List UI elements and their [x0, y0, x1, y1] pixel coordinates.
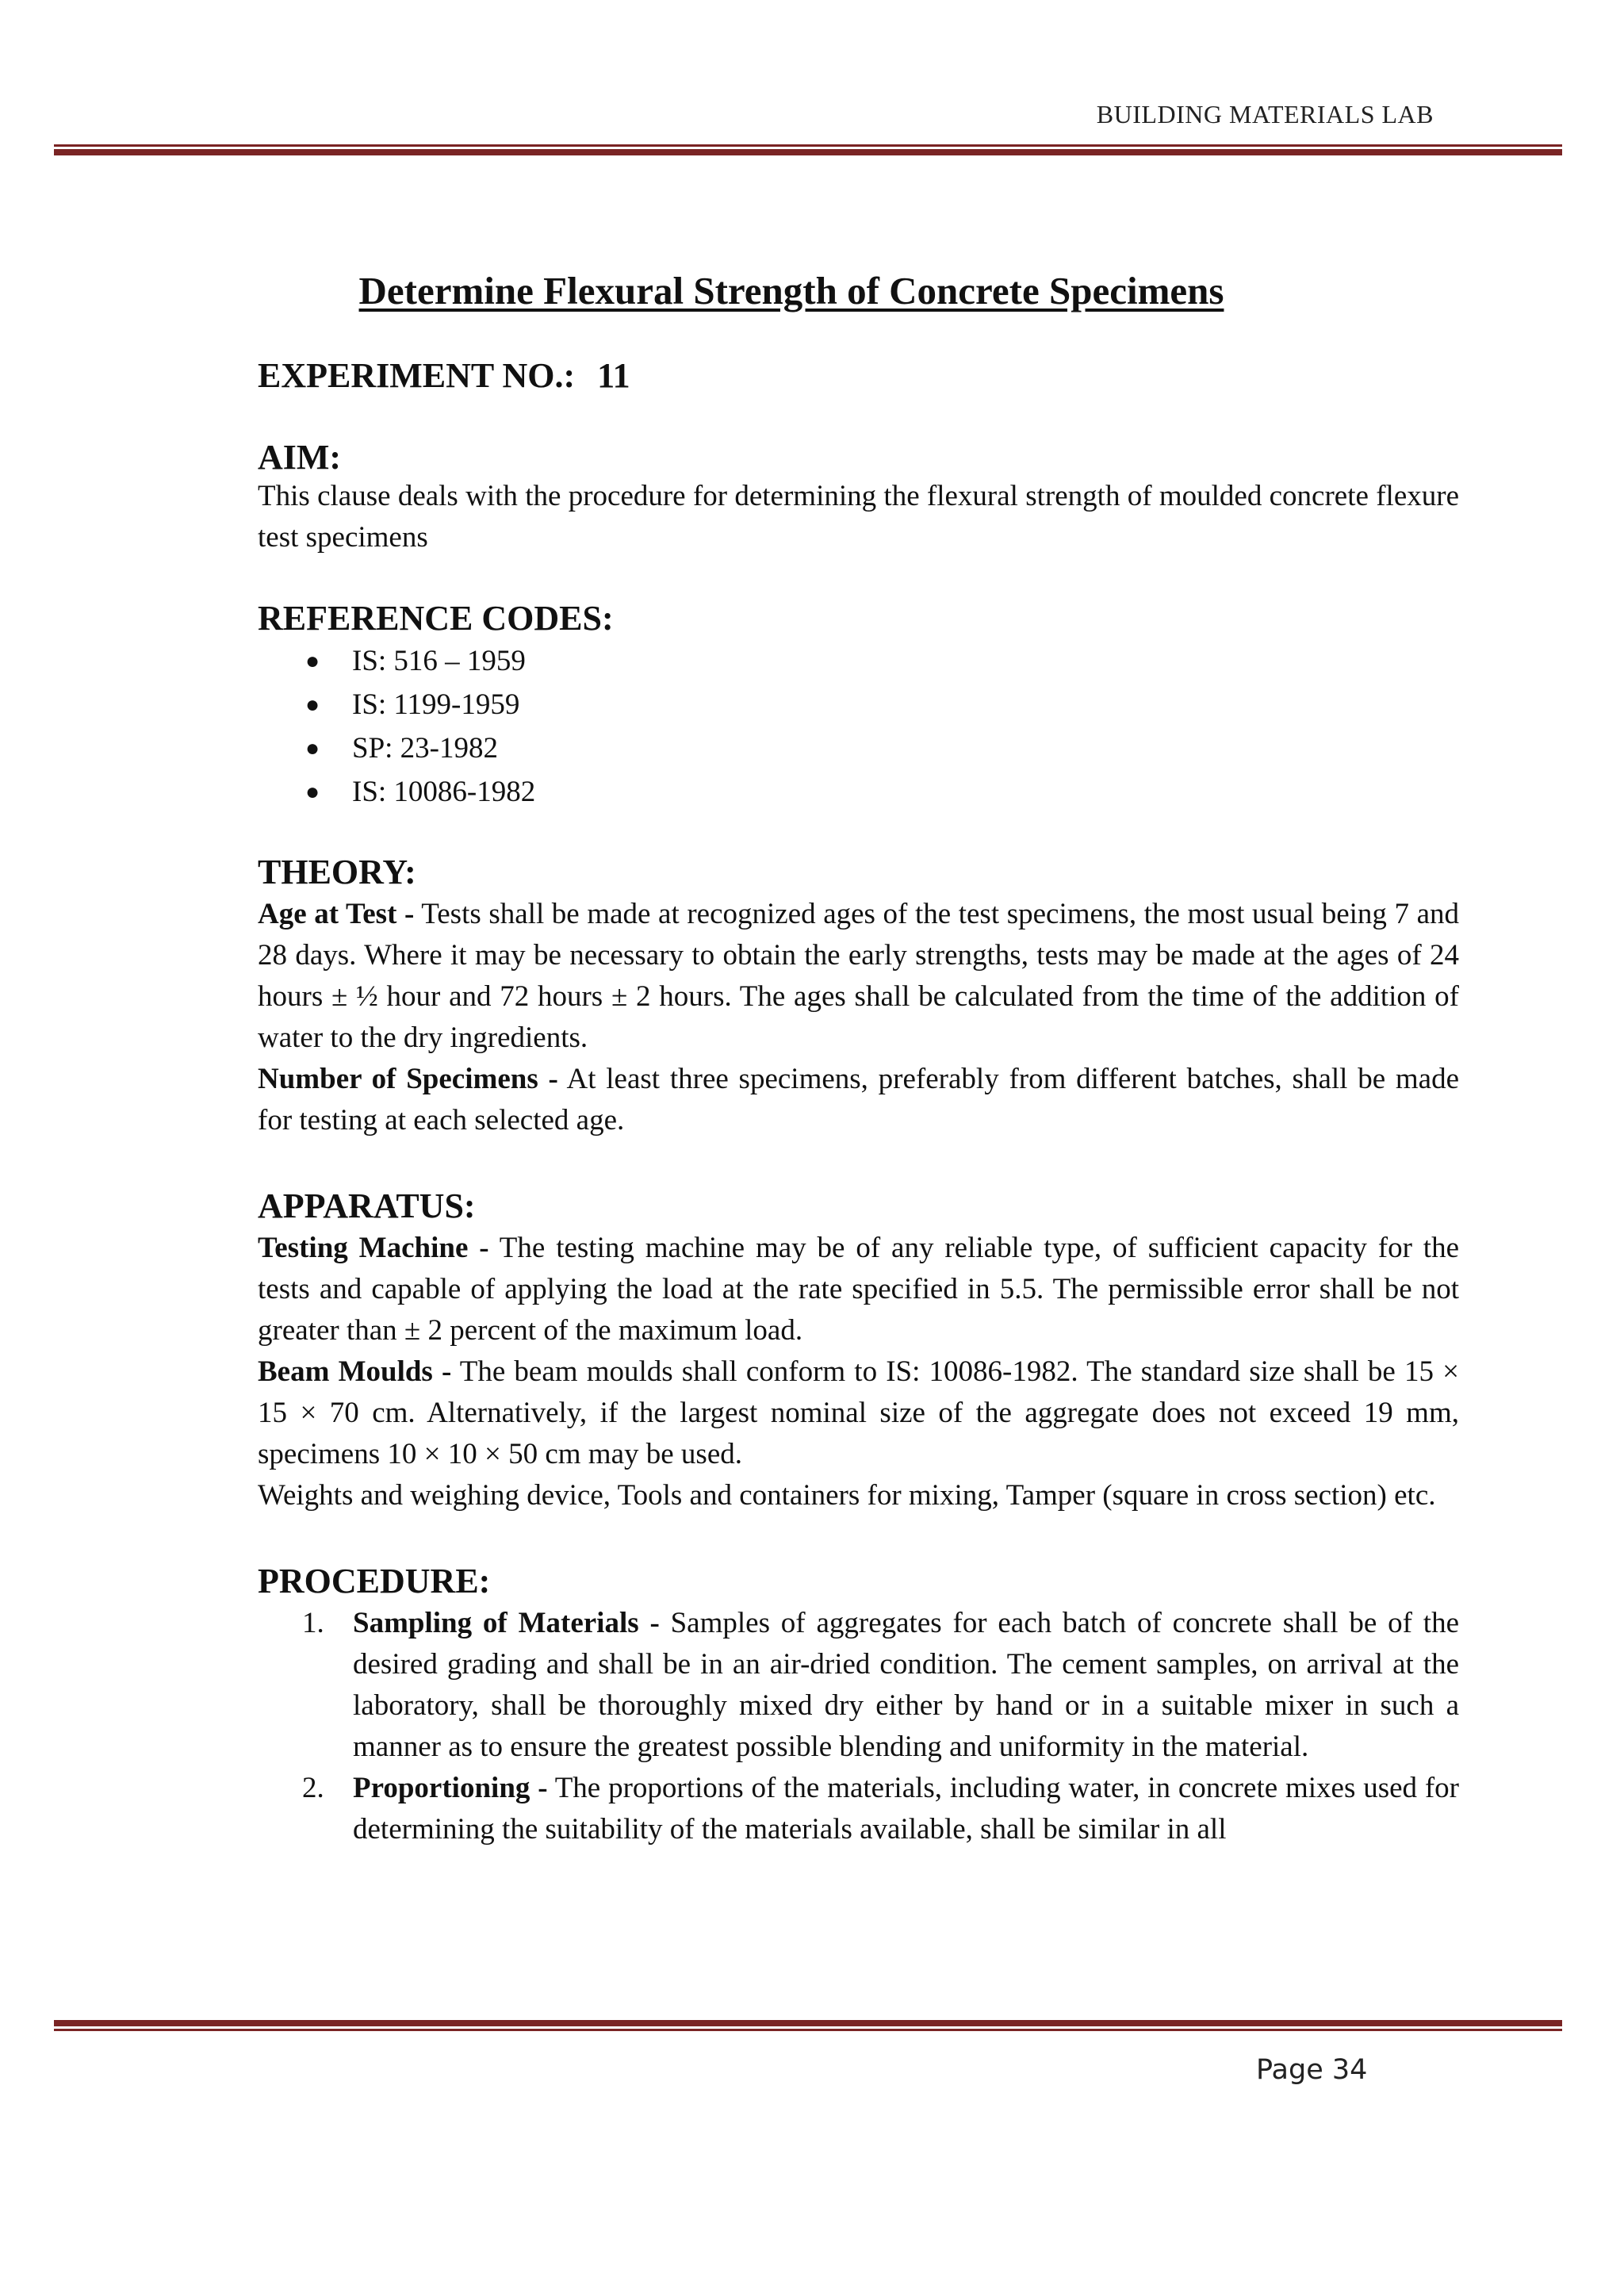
reference-code-item	[258, 726, 1459, 770]
running-header: BUILDING MATERIALS LAB	[1096, 100, 1434, 128]
experiment-section	[258, 355, 1459, 397]
apparatus-text: Weights and weighing device, Tools and containers for mixing, Tamper (square in cross section) etc.	[258, 1478, 1436, 1512]
procedure-step-number: 2.	[302, 1771, 324, 1804]
reference-codes-section	[258, 598, 1459, 815]
apparatus-term: Beam Moulds -	[258, 1355, 452, 1388]
apparatus-text: The beam moulds shall conform to IS: 10086-1982. The standard size shall be 15 × 15 × 70 cm. Alternatively, if the largest nominal size of the aggregate does not exceed 19 mm, specimens 10 × 10 × 50 cm may be used.	[258, 1355, 1460, 1470]
procedure-heading: PROCEDURE:	[258, 1561, 491, 1600]
procedure-step	[258, 1768, 1459, 1850]
experiment-heading	[258, 355, 1459, 397]
header-rule	[54, 144, 1562, 157]
apparatus-section	[258, 1186, 1459, 1516]
theory-heading: THEORY:	[258, 853, 416, 892]
procedure-step-number: 1.	[302, 1606, 324, 1639]
reference-code-text: SP: 23-1982	[352, 732, 499, 765]
reference-code-item	[258, 770, 1459, 814]
theory-paragraph	[258, 894, 1459, 1059]
apparatus-text: The testing machine may be of any reliable type, of sufficient capacity for the tests and capable of applying the load at the rate specified in 5.5. The permissible error shall be not greater than ± 2 percent of the maximum load.	[258, 1231, 1459, 1347]
reference-code-item	[258, 683, 1459, 726]
apparatus-heading: APPARATUS:	[258, 1186, 476, 1226]
procedure-step-text: The proportions of the materials, including water, in concrete mixes used for determining the suitability of the materials available, shall be similar in all	[353, 1771, 1459, 1846]
footer-rule	[54, 2020, 1562, 2033]
procedure-step-term: Sampling of Materials -	[353, 1606, 660, 1639]
bullet-icon: ●	[305, 735, 320, 762]
experiment-number: 11	[597, 356, 630, 395]
apparatus-paragraph	[258, 1475, 1459, 1516]
procedure-section	[258, 1561, 1459, 1850]
reference-code-text: IS: 1199-1959	[352, 688, 520, 722]
procedure-step	[258, 1603, 1459, 1768]
procedure-step-term: Proportioning -	[353, 1771, 548, 1804]
theory-term: Number of Specimens -	[258, 1063, 558, 1096]
main-content	[258, 355, 1459, 1850]
document-title: Determine Flexural Strength of Concrete Specimens	[358, 269, 1224, 312]
bullet-icon: ●	[305, 779, 320, 806]
reference-code-item	[258, 639, 1459, 683]
theory-section	[258, 852, 1459, 1141]
apparatus-term: Testing Machine -	[258, 1231, 489, 1264]
reference-code-text: IS: 516 – 1959	[352, 645, 526, 678]
aim-section	[258, 437, 1459, 558]
experiment-label: EXPERIMENT NO.:	[258, 356, 576, 395]
apparatus-paragraph	[258, 1351, 1459, 1475]
procedure-list	[258, 1603, 1459, 1850]
theory-paragraphs	[258, 894, 1459, 1141]
reference-code-text: IS: 10086-1982	[352, 776, 536, 809]
aim-text: This clause deals with the procedure for determining the flexural strength of moulded concrete flexure test specimens	[258, 479, 1459, 554]
bullet-icon: ●	[305, 692, 320, 719]
reference-codes-list	[258, 639, 1459, 814]
bullet-icon: ●	[305, 648, 320, 675]
reference-codes-heading: REFERENCE CODES:	[258, 598, 614, 638]
page-number: Page 34	[1256, 2054, 1368, 2086]
theory-term: Age at Test -	[258, 898, 415, 931]
aim-heading: AIM:	[258, 437, 342, 477]
apparatus-paragraphs	[258, 1228, 1459, 1516]
apparatus-paragraph	[258, 1228, 1459, 1351]
theory-text: Tests shall be made at recognized ages of the test specimens, the most usual being 7 and 28 days. Where it may be necessary to obtain the early strengths, tests may be made at the ages of 24 hours ± ½ hour and 72 hours ± 2 hours. The ages shall be calculated from the time of the addition of water to the dry ingredients.	[258, 898, 1459, 1055]
procedure-step-text: Samples of aggregates for each batch of concrete shall be of the desired grading and shall be in an air-dried condition. The cement samples, on arrival at the laboratory, shall be thoroughly mixed dry either by hand or in a suitable mixer in such a manner as to ensure the greatest possible blending and uniformity in the material.	[353, 1606, 1459, 1763]
theory-text: At least three specimens, preferably from different batches, shall be made for testing at each selected age.	[258, 1063, 1459, 1137]
theory-paragraph	[258, 1059, 1459, 1141]
